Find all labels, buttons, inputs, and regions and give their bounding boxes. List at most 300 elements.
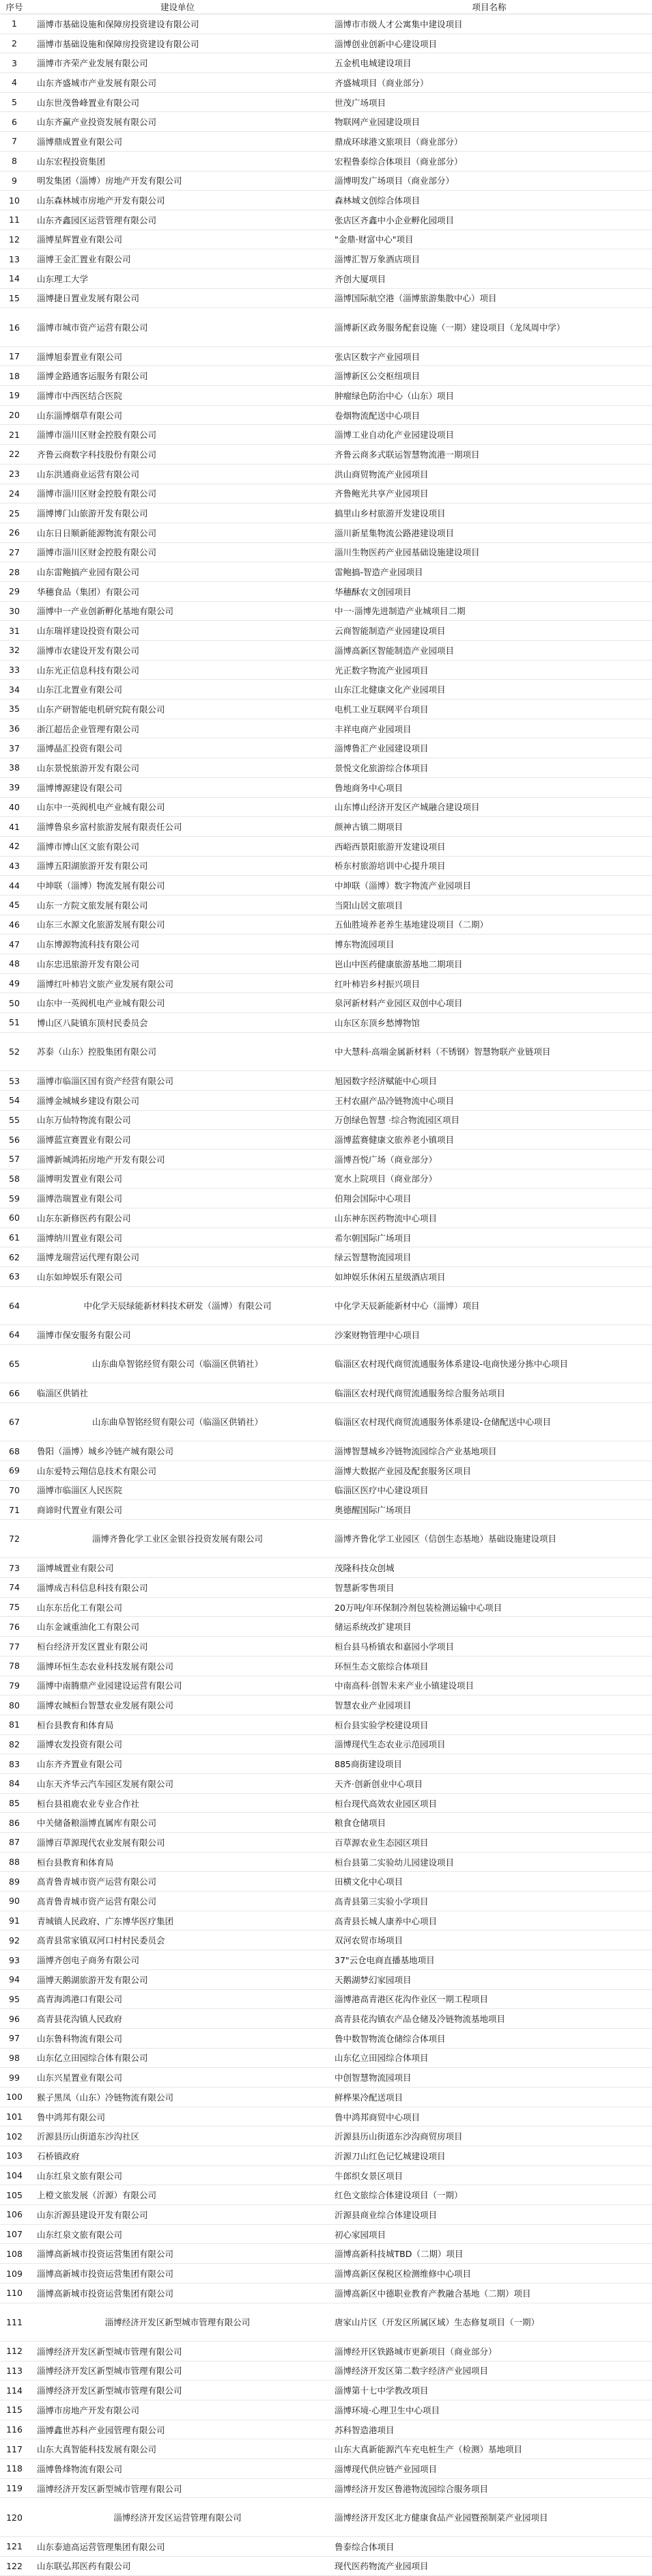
row-unit: 山东淄博烟草有限公司: [29, 406, 326, 425]
row-unit: 山东齐齐置业有限公司: [29, 1754, 326, 1773]
row-unit: 高青县常家镇双河口村村民委员会: [29, 1930, 326, 1950]
row-no: 115: [0, 2400, 29, 2420]
row-unit: 淄博经济开发区运营管理有限公司: [29, 2498, 326, 2536]
table-row: [0, 1461, 652, 1481]
row-project: 淄博市市级人才公寓集中建设项目: [326, 14, 652, 33]
table-row: [0, 1189, 652, 1208]
row-project: 红色文旅综合体建设项目（一期）: [326, 2185, 652, 2204]
row-project: 中坤联（淄博）数字物流产业园项目: [326, 876, 652, 895]
row-no: 26: [0, 523, 29, 542]
table-row: [0, 621, 652, 641]
table-row: [0, 1441, 652, 1461]
row-no: 75: [0, 1598, 29, 1617]
table-row: [0, 700, 652, 719]
row-no: 64: [0, 1287, 29, 1325]
row-unit: 淄博经济开发区新型城市管理有限公司: [29, 2342, 326, 2361]
row-project: 双河农贸市场项目: [326, 1930, 652, 1950]
table-row: [0, 2244, 652, 2264]
row-no: 106: [0, 2205, 29, 2224]
row-unit: 临淄区供销社: [29, 1383, 326, 1402]
row-unit: 山东宏程投资集团: [29, 152, 326, 171]
table-row: [0, 171, 652, 191]
row-project: 桓台县实验学校建设项目: [326, 1715, 652, 1734]
row-unit: 山东齐盛城市产业发展有限公司: [29, 73, 326, 92]
table-row: [0, 934, 652, 954]
row-no: 117: [0, 2439, 29, 2459]
row-no: 29: [0, 582, 29, 601]
row-unit: 高青海鸿港口有限公司: [29, 1990, 326, 2009]
row-no: 68: [0, 1441, 29, 1460]
row-no: 114: [0, 2381, 29, 2400]
row-project: 如坤娱乐休闲五星级酒店项目: [326, 1267, 652, 1286]
table-row: [0, 876, 652, 896]
row-unit: 山东光正信息科技有限公司: [29, 661, 326, 680]
row-no: 2: [0, 34, 29, 53]
table-row: [0, 778, 652, 798]
row-no: 18: [0, 366, 29, 385]
row-project: 37"云仓电商直播基地项目: [326, 1950, 652, 1969]
table-row: [0, 2439, 652, 2459]
row-project: 唐家山片区（开发区所属区域）生态修复项目（一期）: [326, 2303, 652, 2341]
table-row: [0, 896, 652, 915]
row-no: 81: [0, 1715, 29, 1734]
table-row: [0, 1130, 652, 1150]
row-no: 48: [0, 954, 29, 973]
row-unit: 淄博市淄川区财金控股有限公司: [29, 543, 326, 562]
row-no: 113: [0, 2362, 29, 2381]
row-unit: 淄博金路通客运服务有限公司: [29, 366, 326, 385]
row-unit: 中化学天辰绿能新材料技术研发（淄博）有限公司: [29, 1287, 326, 1325]
table-row: [0, 2284, 652, 2303]
row-project: 当阳山居文旅项目: [326, 896, 652, 915]
table-row: [0, 2381, 652, 2400]
row-project: 淄博智慧城乡冷链物流园综合产业基地项目: [326, 1441, 652, 1460]
table-row: [0, 2185, 652, 2205]
row-unit: 淄博市保安服务有限公司: [29, 1325, 326, 1344]
table-row: [0, 2049, 652, 2068]
row-no: 3: [0, 53, 29, 72]
row-no: 93: [0, 1950, 29, 1969]
row-unit: 淄博市淄川区财金控股有限公司: [29, 425, 326, 444]
row-unit: 淄博红叶柿岩文旅产业发展有限公司: [29, 974, 326, 993]
row-no: 5: [0, 93, 29, 112]
row-unit: 淄博天鹅湖旅游开发有限公司: [29, 1970, 326, 1989]
row-no: 62: [0, 1247, 29, 1266]
row-no: 69: [0, 1461, 29, 1480]
row-unit: 淄博博门山旅游开发有限公司: [29, 503, 326, 523]
row-project: 临淄区农村现代商贸流通服务体系建设-电商快递分拣中心项目: [326, 1345, 652, 1383]
row-unit: 桓台县教育和体育局: [29, 1715, 326, 1734]
row-no: 22: [0, 445, 29, 464]
row-unit: 高青县花沟镇人民政府: [29, 2009, 326, 2028]
table-row: [0, 1578, 652, 1598]
row-project: 现代医药物流产业园项目: [326, 2557, 652, 2576]
row-project: 五仙胜境养老养生基地建设项目（二期）: [326, 915, 652, 934]
row-no: 33: [0, 661, 29, 680]
row-no: 13: [0, 249, 29, 268]
row-unit: 淄博市基础设施和保障房投资建设有限公司: [29, 14, 326, 33]
row-no: 21: [0, 425, 29, 444]
table-row: [0, 1403, 652, 1441]
table-row: [0, 1970, 652, 1990]
table-row: [0, 1794, 652, 1814]
table-row: [0, 2146, 652, 2166]
row-project: 沂源刀山红色记忆城建设项目: [326, 2146, 652, 2165]
row-unit: 山东世茂鲁峰置业有限公司: [29, 93, 326, 112]
row-no: 6: [0, 112, 29, 131]
table-row: [0, 1872, 652, 1892]
row-project: 张店区齐鑫中小企业孵化园项目: [326, 210, 652, 230]
table-row: [0, 1813, 652, 1833]
row-unit: 山东红泉文旅有限公司: [29, 2166, 326, 2185]
row-no: 47: [0, 934, 29, 954]
row-no: 24: [0, 484, 29, 503]
row-project: 红叶柿岩乡村振兴项目: [326, 974, 652, 993]
table-body: [0, 14, 652, 2576]
row-unit: 淄博龙瑞营运代理有限公司: [29, 1247, 326, 1266]
row-no: 43: [0, 857, 29, 876]
row-no: 49: [0, 974, 29, 993]
table-row: [0, 347, 652, 367]
row-project: 伯翔会国际中心项目: [326, 1189, 652, 1208]
row-no: 30: [0, 602, 29, 621]
row-unit: 山东齐赢产业投资发展有限公司: [29, 112, 326, 131]
row-unit: 山东洪通商业运营有限公司: [29, 465, 326, 484]
row-unit: 高青鲁青城市资产运营有限公司: [29, 1872, 326, 1891]
row-unit: 淄博浩瑞置业有限公司: [29, 1189, 326, 1208]
row-project: 博东物流园项目: [326, 934, 652, 954]
row-project: 高青县第三实验小学项目: [326, 1892, 652, 1911]
table-row: [0, 2303, 652, 2342]
row-no: 61: [0, 1228, 29, 1247]
row-no: 16: [0, 308, 29, 346]
row-project: 齐鲁云商多式联运智慧物流港一期项目: [326, 445, 652, 464]
row-unit: 淄博星辉置业有限公司: [29, 230, 326, 249]
table-row: [0, 1853, 652, 1872]
row-project: 粮食仓储项目: [326, 1813, 652, 1832]
table-row: [0, 1169, 652, 1189]
table-row: [0, 1735, 652, 1755]
row-project: 鼎成环球港文旅项目（商业部分）: [326, 132, 652, 151]
row-no: 14: [0, 269, 29, 288]
table-row: [0, 2088, 652, 2107]
row-no: 122: [0, 2557, 29, 2576]
table-row: [0, 2400, 652, 2420]
row-project: 智慧农业产业园项目: [326, 1695, 652, 1715]
table-row: [0, 857, 652, 876]
row-unit: 淄博市城市资产运营有限公司: [29, 308, 326, 346]
row-project: 山东博山经济开发区产城融合建设项目: [326, 798, 652, 817]
row-unit: 山东沂源县建设开发有限公司: [29, 2205, 326, 2224]
row-no: 109: [0, 2264, 29, 2283]
row-no: 99: [0, 2068, 29, 2087]
row-project: 华穗酥农文创园项目: [326, 582, 652, 601]
header-unit: 建设单位: [29, 0, 326, 14]
table-row: [0, 445, 652, 465]
row-no: 85: [0, 1794, 29, 1813]
row-unit: 苏泰（山东）控股集团有限公司: [29, 1033, 326, 1070]
table-row: [0, 14, 652, 34]
row-no: 103: [0, 2146, 29, 2165]
row-no: 121: [0, 2537, 29, 2556]
row-unit: 山东中一英阀机电产业城有限公司: [29, 993, 326, 1012]
row-unit: 华穗食品（集团）有限公司: [29, 582, 326, 601]
row-unit: 山东万仙特物流有限公司: [29, 1111, 326, 1130]
row-no: 64: [0, 1325, 29, 1344]
row-project: 齐创大厦项目: [326, 269, 652, 288]
row-project: 天鹅湖梦幻家园项目: [326, 1970, 652, 1989]
row-project: 淄博新区公交枢纽项目: [326, 366, 652, 385]
row-unit: 淄博五阳湖旅游开发有限公司: [29, 857, 326, 876]
row-no: 102: [0, 2127, 29, 2146]
row-unit: 淄博经济开发区新型城市管理有限公司: [29, 2381, 326, 2400]
row-unit: 山东鲁科物流有限公司: [29, 2029, 326, 2048]
row-project: 泉河新材料产业园区双创中心项目: [326, 993, 652, 1012]
row-project: 宏程鲁泰综合体项目（商业部分）: [326, 152, 652, 171]
row-no: 98: [0, 2049, 29, 2068]
row-unit: 上橙文旅发展（沂源）有限公司: [29, 2185, 326, 2204]
row-no: 84: [0, 1774, 29, 1793]
row-no: 74: [0, 1578, 29, 1597]
row-no: 25: [0, 503, 29, 523]
table-row: [0, 954, 652, 974]
row-project: 桓台现代高效农业园区项目: [326, 1794, 652, 1813]
table-row: [0, 1774, 652, 1794]
row-project: 智慧新零售项目: [326, 1578, 652, 1597]
row-project: 牛郎织女景区项目: [326, 2166, 652, 2185]
row-project: 山东江北健康文化产业园项目: [326, 680, 652, 699]
row-no: 31: [0, 621, 29, 640]
row-no: 50: [0, 993, 29, 1012]
row-unit: 高青鲁青城市资产运营有限公司: [29, 1892, 326, 1911]
row-project: 旭园数字经济赋能中心项目: [326, 1071, 652, 1090]
row-unit: 淄博市临淄区国有资产经营有限公司: [29, 1071, 326, 1090]
row-no: 80: [0, 1695, 29, 1715]
table-row: [0, 1033, 652, 1071]
row-unit: 青城镇人民政府、广东博华医疗集团: [29, 1911, 326, 1930]
row-no: 118: [0, 2459, 29, 2478]
table-row: [0, 1247, 652, 1267]
row-no: 77: [0, 1637, 29, 1656]
row-no: 52: [0, 1033, 29, 1070]
row-unit: 淄博城置业有限公司: [29, 1558, 326, 1577]
row-unit: 山东金诚重油化工有限公司: [29, 1617, 326, 1636]
row-unit: 淄博市淄川区财金控股有限公司: [29, 484, 326, 503]
table-row: [0, 602, 652, 622]
row-unit: 山东大真智能科技发展有限公司: [29, 2439, 326, 2459]
row-project: 临淄区农村现代商贸流通服务体系建设-仓储配送中心项目: [326, 1403, 652, 1441]
row-no: 27: [0, 543, 29, 562]
row-project: 885商街建设项目: [326, 1754, 652, 1773]
row-unit: 淄博晶汇投资有限公司: [29, 738, 326, 758]
table-row: [0, 1892, 652, 1911]
row-project: 淄博现代生态农业示范园项目: [326, 1735, 652, 1754]
table-row: [0, 1345, 652, 1383]
table-row: [0, 1637, 652, 1657]
table-row: [0, 132, 652, 152]
table-row: [0, 2127, 652, 2146]
row-project: 百草源农业生态园区项目: [326, 1833, 652, 1852]
row-no: 83: [0, 1754, 29, 1773]
row-project: 高青县长城人康养中心项目: [326, 1911, 652, 1930]
row-no: 72: [0, 1520, 29, 1557]
row-no: 79: [0, 1676, 29, 1695]
table-row: [0, 386, 652, 406]
table-row: [0, 308, 652, 346]
row-unit: 淄博捷日置业发展有限公司: [29, 289, 326, 308]
row-project: 高青县花沟镇农产品仓储及冷链物流基地项目: [326, 2009, 652, 2028]
row-project: 鲁地商务中心项目: [326, 778, 652, 797]
row-project: 环恒生态文旅综合体项目: [326, 1657, 652, 1676]
row-project: 20万吨/年环保制冷剂包装检测运输中心项目: [326, 1598, 652, 1617]
row-no: 94: [0, 1970, 29, 1989]
table-row: [0, 915, 652, 935]
row-project: 山东大真新能源汽车充电桩生产（检测）基地项目: [326, 2439, 652, 2459]
row-no: 95: [0, 1990, 29, 2009]
row-project: 中一·淄博先进制造产业城项目二期: [326, 602, 652, 621]
row-project: 初心家园项目: [326, 2225, 652, 2244]
row-project: 淄博鲁汇产业园建设项目: [326, 738, 652, 758]
row-project: 淄博高新区中德职业教育产教融合基地（二期）项目: [326, 2284, 652, 2303]
row-project: 淄博环境·心理卫生中心项目: [326, 2400, 652, 2420]
row-unit: 石桥镇政府: [29, 2146, 326, 2165]
row-no: 112: [0, 2342, 29, 2361]
table-row: [0, 2537, 652, 2557]
row-unit: 淄博市中西医结合医院: [29, 386, 326, 405]
table-row: [0, 1325, 652, 1345]
row-unit: 明发集团（淄博）房地产开发有限公司: [29, 171, 326, 191]
row-project: 景悦文化旅游综合体项目: [326, 758, 652, 777]
row-unit: 桓台县祖鹿农业专业合作社: [29, 1794, 326, 1813]
row-no: 35: [0, 700, 29, 719]
table-row: [0, 661, 652, 680]
row-project: 淄博经济开发区鲁港物流园综合服务项目: [326, 2479, 652, 2498]
row-project: 淄博高新科技城TBD（二期）项目: [326, 2244, 652, 2263]
row-unit: 淄博经济开发区新型城市管理有限公司: [29, 2303, 326, 2341]
row-project: 沂源县历山街道东沙沟商贸房项目: [326, 2127, 652, 2146]
row-no: 55: [0, 1111, 29, 1130]
table-row: [0, 680, 652, 700]
row-project: 世茂广场项目: [326, 93, 652, 112]
row-unit: 淄博农发投资有限公司: [29, 1735, 326, 1754]
row-unit: 淄博市农建设开发有限公司: [29, 641, 326, 660]
row-no: 7: [0, 132, 29, 151]
row-no: 28: [0, 562, 29, 581]
row-project: 鲁中数智物流仓储综合体项目: [326, 2029, 652, 2048]
row-no: 58: [0, 1169, 29, 1189]
row-project: 绿云智慧物流园项目: [326, 1247, 652, 1266]
row-unit: 淄博旭泰置业有限公司: [29, 347, 326, 366]
table-row: [0, 798, 652, 818]
row-unit: 鲁中鸿邦有限公司: [29, 2107, 326, 2127]
row-project: 淄博经开区铁路城市更新项目（商业部分）: [326, 2342, 652, 2361]
row-unit: 山东景悦旅游开发有限公司: [29, 758, 326, 777]
row-no: 1: [0, 14, 29, 33]
row-unit: 山东一方院文旅发展有限公司: [29, 896, 326, 915]
row-project: 卷烟物流配送中心项目: [326, 406, 652, 425]
row-project: 茂隆科技众创城: [326, 1558, 652, 1577]
row-project: 电机工业互联网平台项目: [326, 700, 652, 719]
row-project: 肿瘤绿色防治中心（山东）项目: [326, 386, 652, 405]
row-unit: 淄博鲁泉乡富村旅游发展有限责任公司: [29, 817, 326, 836]
row-unit: 猴子黑凤（山东）冷链物流有限公司: [29, 2088, 326, 2107]
row-no: 41: [0, 817, 29, 836]
table-row: [0, 719, 652, 739]
row-unit: 浙江超岳企业管理有限公司: [29, 719, 326, 738]
row-project: 淄博大数据产业园及配套服务区项目: [326, 1461, 652, 1480]
row-project: 王村农副产品冷链物流中心项目: [326, 1091, 652, 1110]
row-no: 89: [0, 1872, 29, 1891]
row-project: 希尔朝国际广场项目: [326, 1228, 652, 1247]
row-project: 淄川生物医药产业园基础设施建设项目: [326, 543, 652, 562]
row-unit: 淄博明发置业有限公司: [29, 1169, 326, 1189]
row-project: 桓台县第二实验幼儿园建设项目: [326, 1853, 652, 1872]
row-unit: 山东产研智能电机研究院有限公司: [29, 700, 326, 719]
row-project: 齐鲁鲍光共享产业园项目: [326, 484, 652, 503]
row-no: 8: [0, 152, 29, 171]
row-no: 76: [0, 1617, 29, 1636]
row-project: 淄博吾悦广场（商业部分）: [326, 1150, 652, 1169]
header-no: 序号: [0, 0, 29, 14]
row-project: 宽水上院项目（商业部分）: [326, 1169, 652, 1189]
table-row: [0, 1657, 652, 1676]
table-row: [0, 582, 652, 602]
row-project: 淄博经济开发区第二数字经济产业园项目: [326, 2362, 652, 2381]
row-unit: 山东爱特云翔信息技术有限公司: [29, 1461, 326, 1480]
table-row: [0, 1013, 652, 1033]
table-row: [0, 1520, 652, 1558]
table-row: [0, 1287, 652, 1325]
row-no: 70: [0, 1481, 29, 1500]
row-no: 37: [0, 738, 29, 758]
row-unit: 沂源县历山街道东沙沟社区: [29, 2127, 326, 2146]
row-no: 19: [0, 386, 29, 405]
row-unit: 山东东新修医药有限公司: [29, 1208, 326, 1228]
table-row: [0, 1150, 652, 1169]
table-row: [0, 484, 652, 504]
table-row: [0, 2225, 652, 2245]
table-row: [0, 738, 652, 758]
table-row: [0, 2362, 652, 2381]
row-project: 临淄区医疗中心建设项目: [326, 1481, 652, 1500]
table-row: [0, 249, 652, 269]
row-project: 万创绿色智慧 ·综合物流园区项目: [326, 1111, 652, 1130]
row-unit: 山东三水源文化旅游发展有限公司: [29, 915, 326, 934]
row-unit: 淄博新城鸿拓房地产开发有限公司: [29, 1150, 326, 1169]
table-row: [0, 73, 652, 93]
row-project: 苏科智造港项目: [326, 2420, 652, 2439]
table-row: [0, 2479, 652, 2499]
table-row: [0, 366, 652, 386]
row-project: 搞里山乡村旅游开发建设项目: [326, 503, 652, 523]
row-no: 20: [0, 406, 29, 425]
row-project: 桓台县马桥镇农和嘉园小学项目: [326, 1637, 652, 1656]
row-unit: 山东泰迪高运营管理集团有限公司: [29, 2537, 326, 2556]
table-row: [0, 1754, 652, 1774]
row-no: 110: [0, 2284, 29, 2303]
row-no: 53: [0, 1071, 29, 1090]
table-row: [0, 1950, 652, 1970]
table-row: [0, 1715, 652, 1735]
row-project: 淄博工业自动化产业园建设项目: [326, 425, 652, 444]
row-project: 淄博第十七中学教改项目: [326, 2381, 652, 2400]
row-no: 108: [0, 2244, 29, 2263]
row-project: 西峪西景阳旅游开发建设项目: [326, 837, 652, 856]
row-project: 鲜桦果冷配送项目: [326, 2088, 652, 2107]
table-row: [0, 230, 652, 250]
table-row: [0, 817, 652, 837]
row-no: 51: [0, 1013, 29, 1032]
